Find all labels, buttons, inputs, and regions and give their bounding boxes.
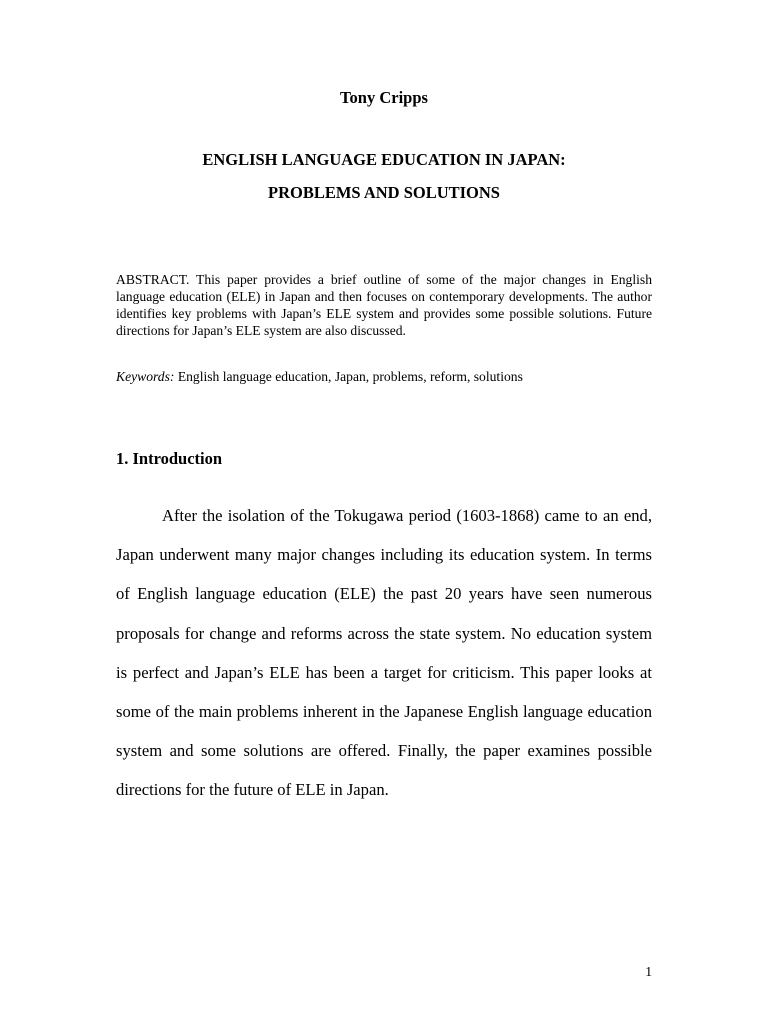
page-number: 1 [645, 964, 652, 979]
keywords-list: English language education, Japan, problems, reform, solutions [177, 369, 523, 384]
author-name: Tony Cripps [340, 88, 428, 107]
keywords-line [116, 368, 652, 385]
keywords-label: Keywords: [116, 369, 175, 384]
section-heading-introduction: 1. Introduction [116, 449, 223, 468]
introduction-paragraph: After the isolation of the Tokugawa period (1603-1868) came to an end, Japan underwent many major changes including its education system. In terms of English language education (ELE) the past 20 years have seen numerous proposals for change and reforms across the state system. No education system is perfect and Japan’s ELE has been a target for criticism. This paper looks at some of the main problems inherent in the Japanese English language education system and some solutions are offered. Finally, the paper examines possible directions for the future of ELE in Japan. [116, 506, 652, 800]
paper-title-line-1: ENGLISH LANGUAGE EDUCATION IN JAPAN: [202, 150, 566, 169]
paper-title-line-2: PROBLEMS AND SOLUTIONS [268, 183, 500, 202]
abstract-paragraph: ABSTRACT. This paper provides a brief outline of some of the major changes in English language education (ELE) in Japan and then focuses on contemporary developments. The author identifies key problems with Japan’s ELE system and provides some possible solutions. Future directions for Japan’s ELE system are also discussed. [116, 272, 652, 338]
